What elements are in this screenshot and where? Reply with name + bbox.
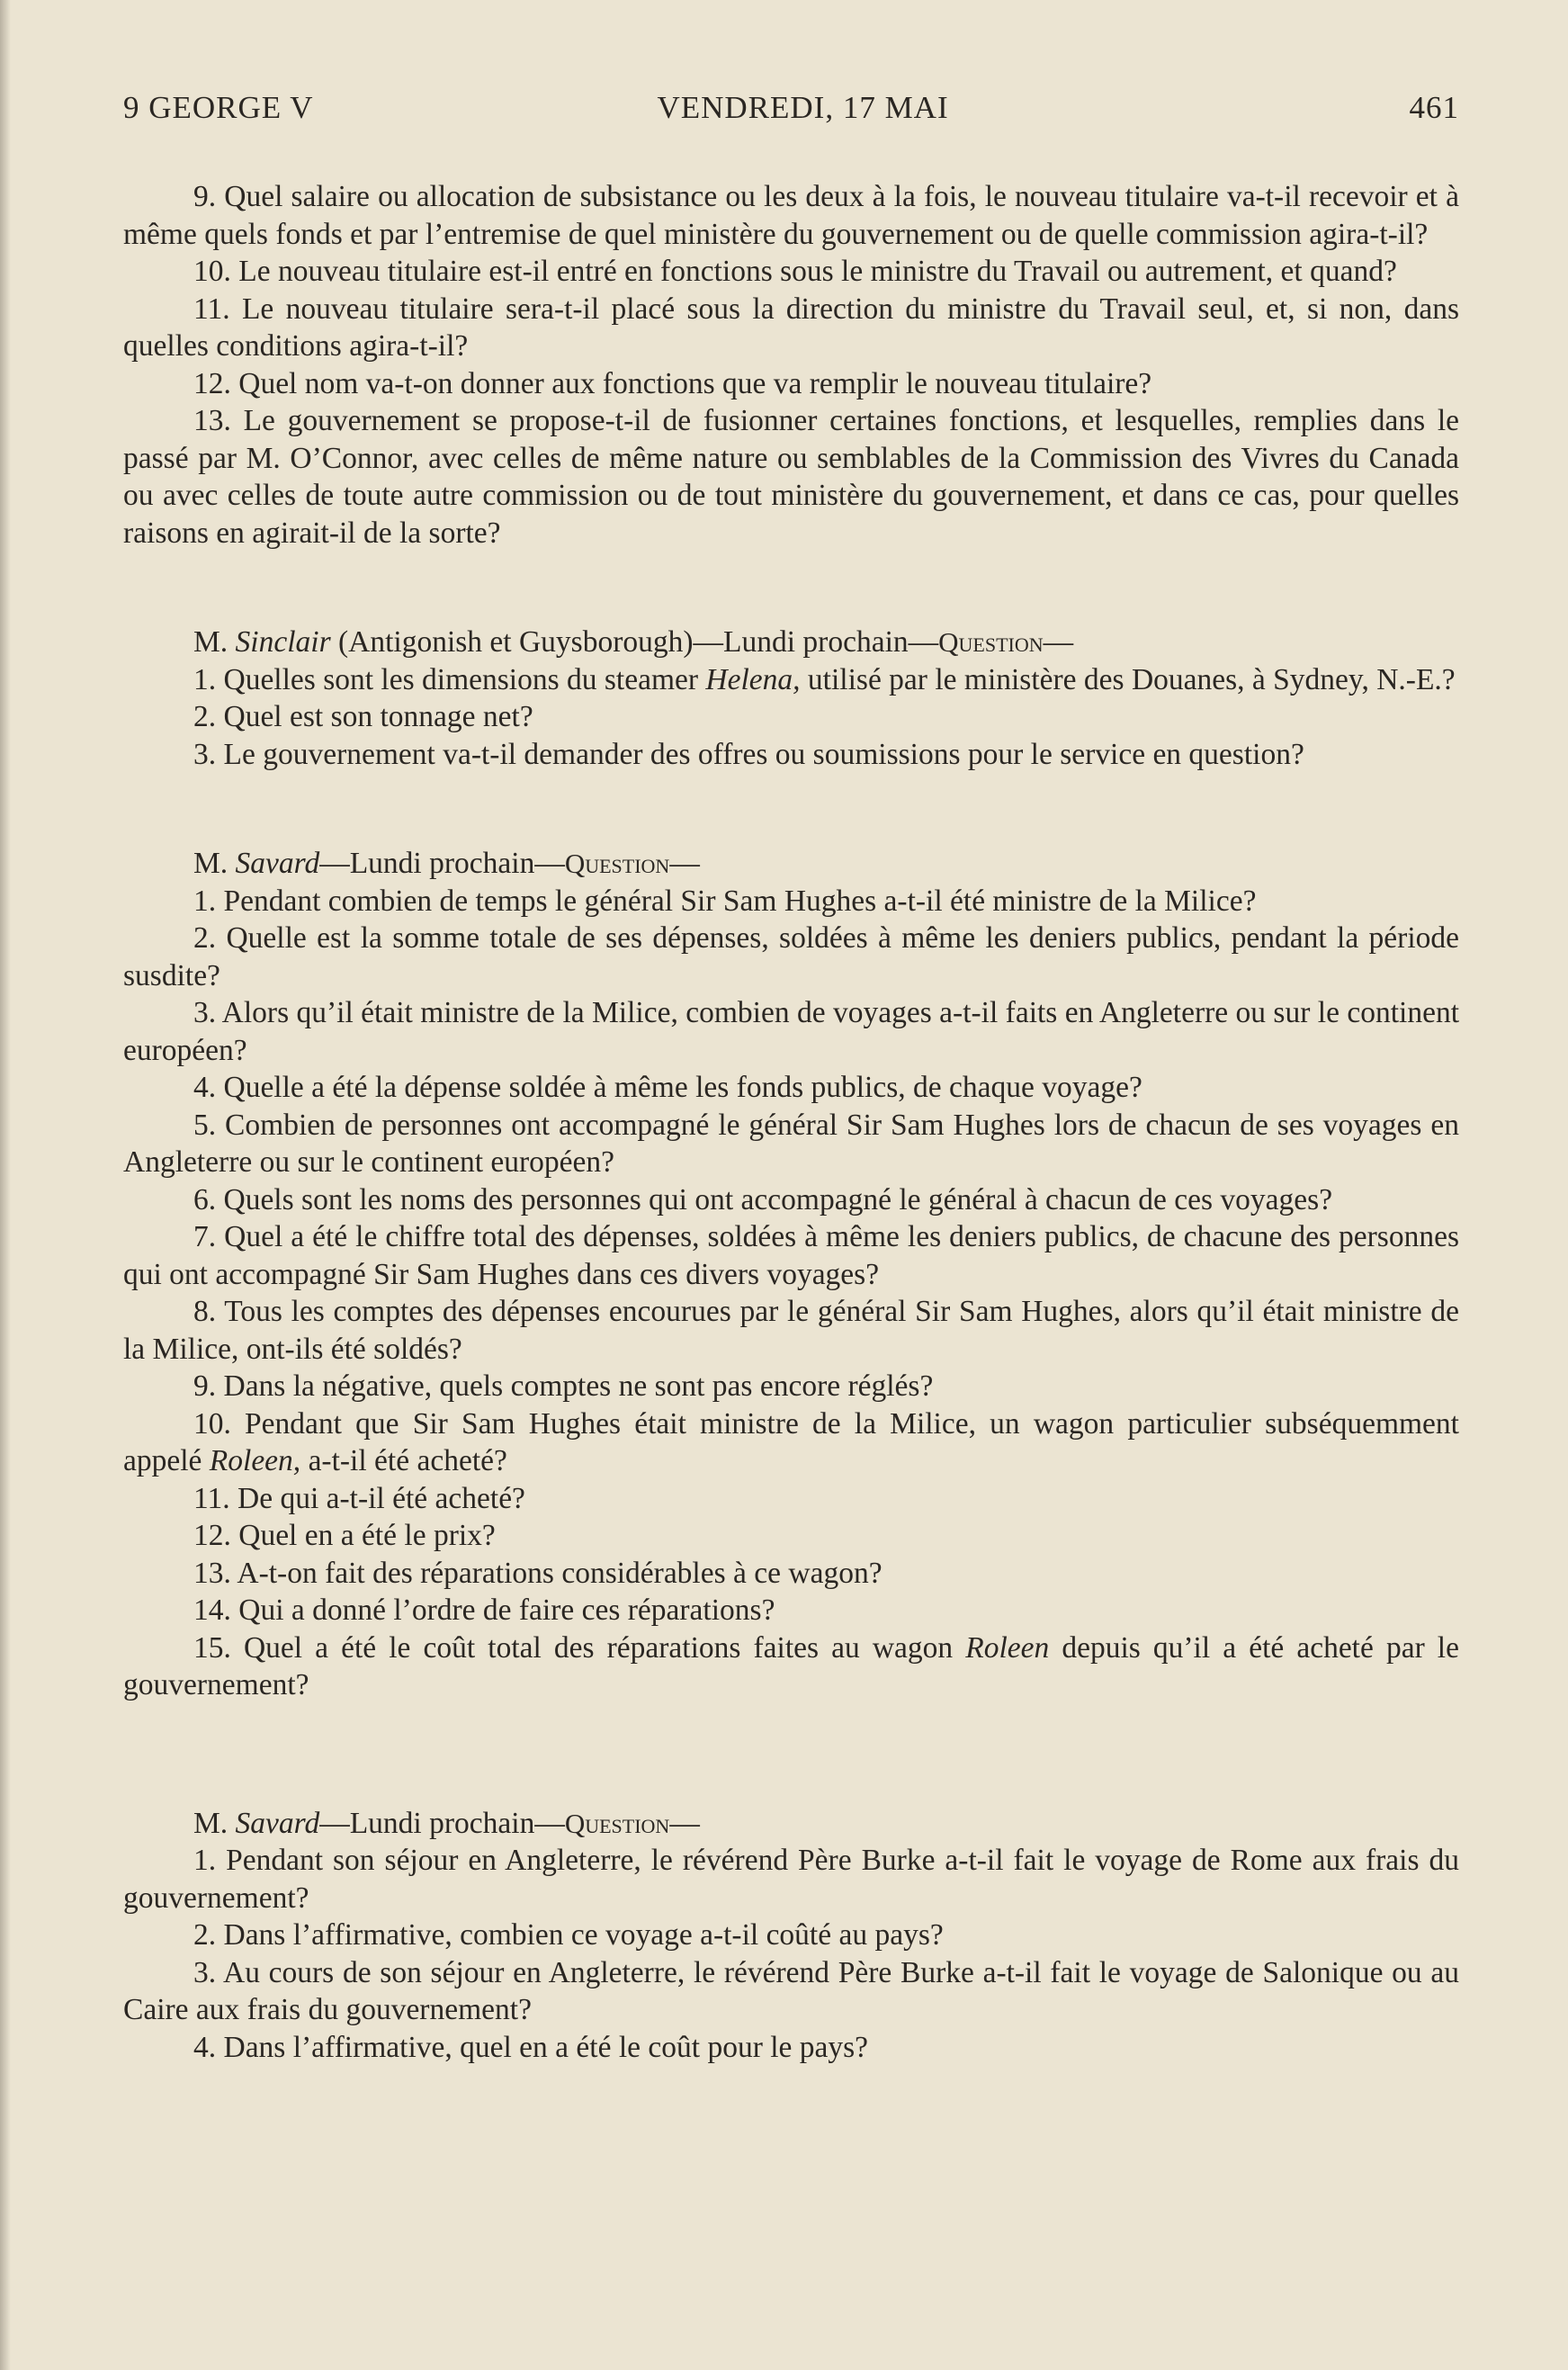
document-page — [123, 90, 1459, 2066]
question-item: 1. Pendant combien de temps le général Sir Sam Hughes a-t-il été ministre de la Milice? — [193, 884, 1257, 918]
question-label: Question — [564, 1807, 670, 1839]
question-item: 12. Quel nom va-t-on donner aux fonctions que va remplir le nouveau titulaire? — [193, 366, 1152, 400]
running-header — [123, 90, 1459, 144]
ship-name: Helena, — [705, 662, 801, 696]
page-binding-edge — [0, 0, 11, 2370]
question-item: 1. Quelles sont les dimensions du steamer Helena, utilisé par le ministère des Douanes, à Sydney, N.-E.? — [193, 662, 1456, 696]
question-item: 1. Pendant son séjour en Angleterre, le révérend Père Burke a-t-il fait le voyage de Rome aux frais du gouvernement? — [123, 1844, 1459, 1915]
question-item: 10. Pendant que Sir Sam Hughes était ministre de la Milice, un wagon particulier subséquemment appelé Roleen, a-t-il été acheté? — [123, 1406, 1459, 1477]
question-item: 9. Quel salaire ou allocation de subsistance ou les deux à la fois, le nouveau titulaire va-t-il recevoir et à même quels fonds et par l’entremise de quel ministère du gouvernement ou de quelle commission agira-t-il? — [123, 180, 1459, 251]
savard-burke-question-block — [123, 1805, 1459, 2067]
sinclair-question-block — [123, 624, 1459, 773]
question-heading: M. Savard—Lundi prochain—Question— — [193, 847, 700, 880]
question-item: 8. Tous les comptes des dépenses encourues par le général Sir Sam Hughes, alors qu’il était ministre de la Milice, ont-ils été soldés? — [123, 1295, 1459, 1366]
question-item: 13. A-t-on fait des réparations considérables à ce wagon? — [193, 1556, 883, 1590]
question-item: 10. Le nouveau titulaire est-il entré en fonctions sous le ministre du Travail ou autrement, et quand? — [193, 255, 1397, 288]
question-label: Question — [564, 848, 670, 879]
savard-hughes-question-block — [123, 845, 1459, 1704]
question-label: Question — [938, 626, 1044, 658]
question-item: 6. Quels sont les noms des personnes qui ont accompagné le général à chacun de ces voyages? — [193, 1182, 1333, 1216]
page-number: 461 — [1409, 90, 1459, 125]
question-item: 11. Le nouveau titulaire sera-t-il placé sous la direction du ministre du Travail seul, et, si non, dans quelles conditions agira-t-il? — [123, 292, 1459, 363]
document-body — [123, 178, 1459, 2066]
question-heading: M. Sinclair (Antigonish et Guysborough)—Lundi prochain—Question— — [193, 625, 1074, 659]
question-item: 3. Alors qu’il était ministre de la Milice, combien de voyages a-t-il faits en Angleterre ou sur le continent européen? — [123, 996, 1459, 1067]
question-item: 5. Combien de personnes ont accompagné le général Sir Sam Hughes lors de chacun de ses voyages en Angleterre ou sur le continent européen? — [123, 1108, 1459, 1179]
question-item: 2. Dans l’affirmative, combien ce voyage a-t-il coûté au pays? — [193, 1918, 944, 1952]
wagon-name: Roleen — [965, 1630, 1050, 1665]
member-name: Savard — [235, 1806, 320, 1840]
question-item: 15. Quel a été le coût total des réparations faites au wagon Roleen depuis qu’il a été acheté par le gouvernement? — [123, 1630, 1459, 1701]
question-item: 13. Le gouvernement se propose-t-il de fusionner certaines fonctions, et lesquelles, remplies dans le passé par M. O’Connor, avec celles de même nature ou semblables de la Commission des Vivres du Canada ou avec celles de toute autre commission ou de tout ministère du gouvernement, et dans ce cas, pour quelles raisons en agirait-il de la sorte? — [123, 404, 1459, 550]
question-item: 4. Dans l’affirmative, quel en a été le coût pour le pays? — [193, 2030, 869, 2064]
question-item: 4. Quelle a été la dépense soldée à même les fonds publics, de chaque voyage? — [193, 1071, 1142, 1104]
wagon-name: Roleen, — [209, 1444, 301, 1477]
question-item: 11. De qui a-t-il été acheté? — [193, 1481, 525, 1515]
member-name: Sinclair — [235, 625, 331, 659]
question-item: 2. Quelle est la somme totale de ses dépenses, soldées à même les deniers publics, pendant la période susdite? — [123, 921, 1459, 992]
question-item: 7. Quel a été le chiffre total des dépenses, soldées à même les deniers publics, de chacune des personnes qui ont accompagné Sir Sam Hughes dans ces divers voyages? — [123, 1220, 1459, 1291]
question-item: 9. Dans la négative, quels comptes ne sont pas encore réglés? — [193, 1369, 934, 1403]
question-item: 3. Le gouvernement va-t-il demander des offres ou soumissions pour le service en question? — [193, 737, 1304, 771]
question-heading: M. Savard—Lundi prochain—Question— — [193, 1806, 700, 1840]
continued-question-block — [123, 178, 1459, 552]
question-item: 2. Quel est son tonnage net? — [193, 700, 533, 733]
member-name: Savard — [235, 847, 320, 880]
question-item: 12. Quel en a été le prix? — [193, 1519, 496, 1552]
header-reign: 9 GEORGE V — [123, 90, 314, 125]
question-item: 3. Au cours de son séjour en Angleterre, le révérend Père Burke a-t-il fait le voyage de Salonique ou au Caire aux frais du gouvernement? — [123, 1955, 1459, 2026]
question-item: 14. Qui a donné l’ordre de faire ces réparations? — [193, 1593, 775, 1627]
header-date: VENDREDI, 17 MAI — [657, 90, 949, 125]
